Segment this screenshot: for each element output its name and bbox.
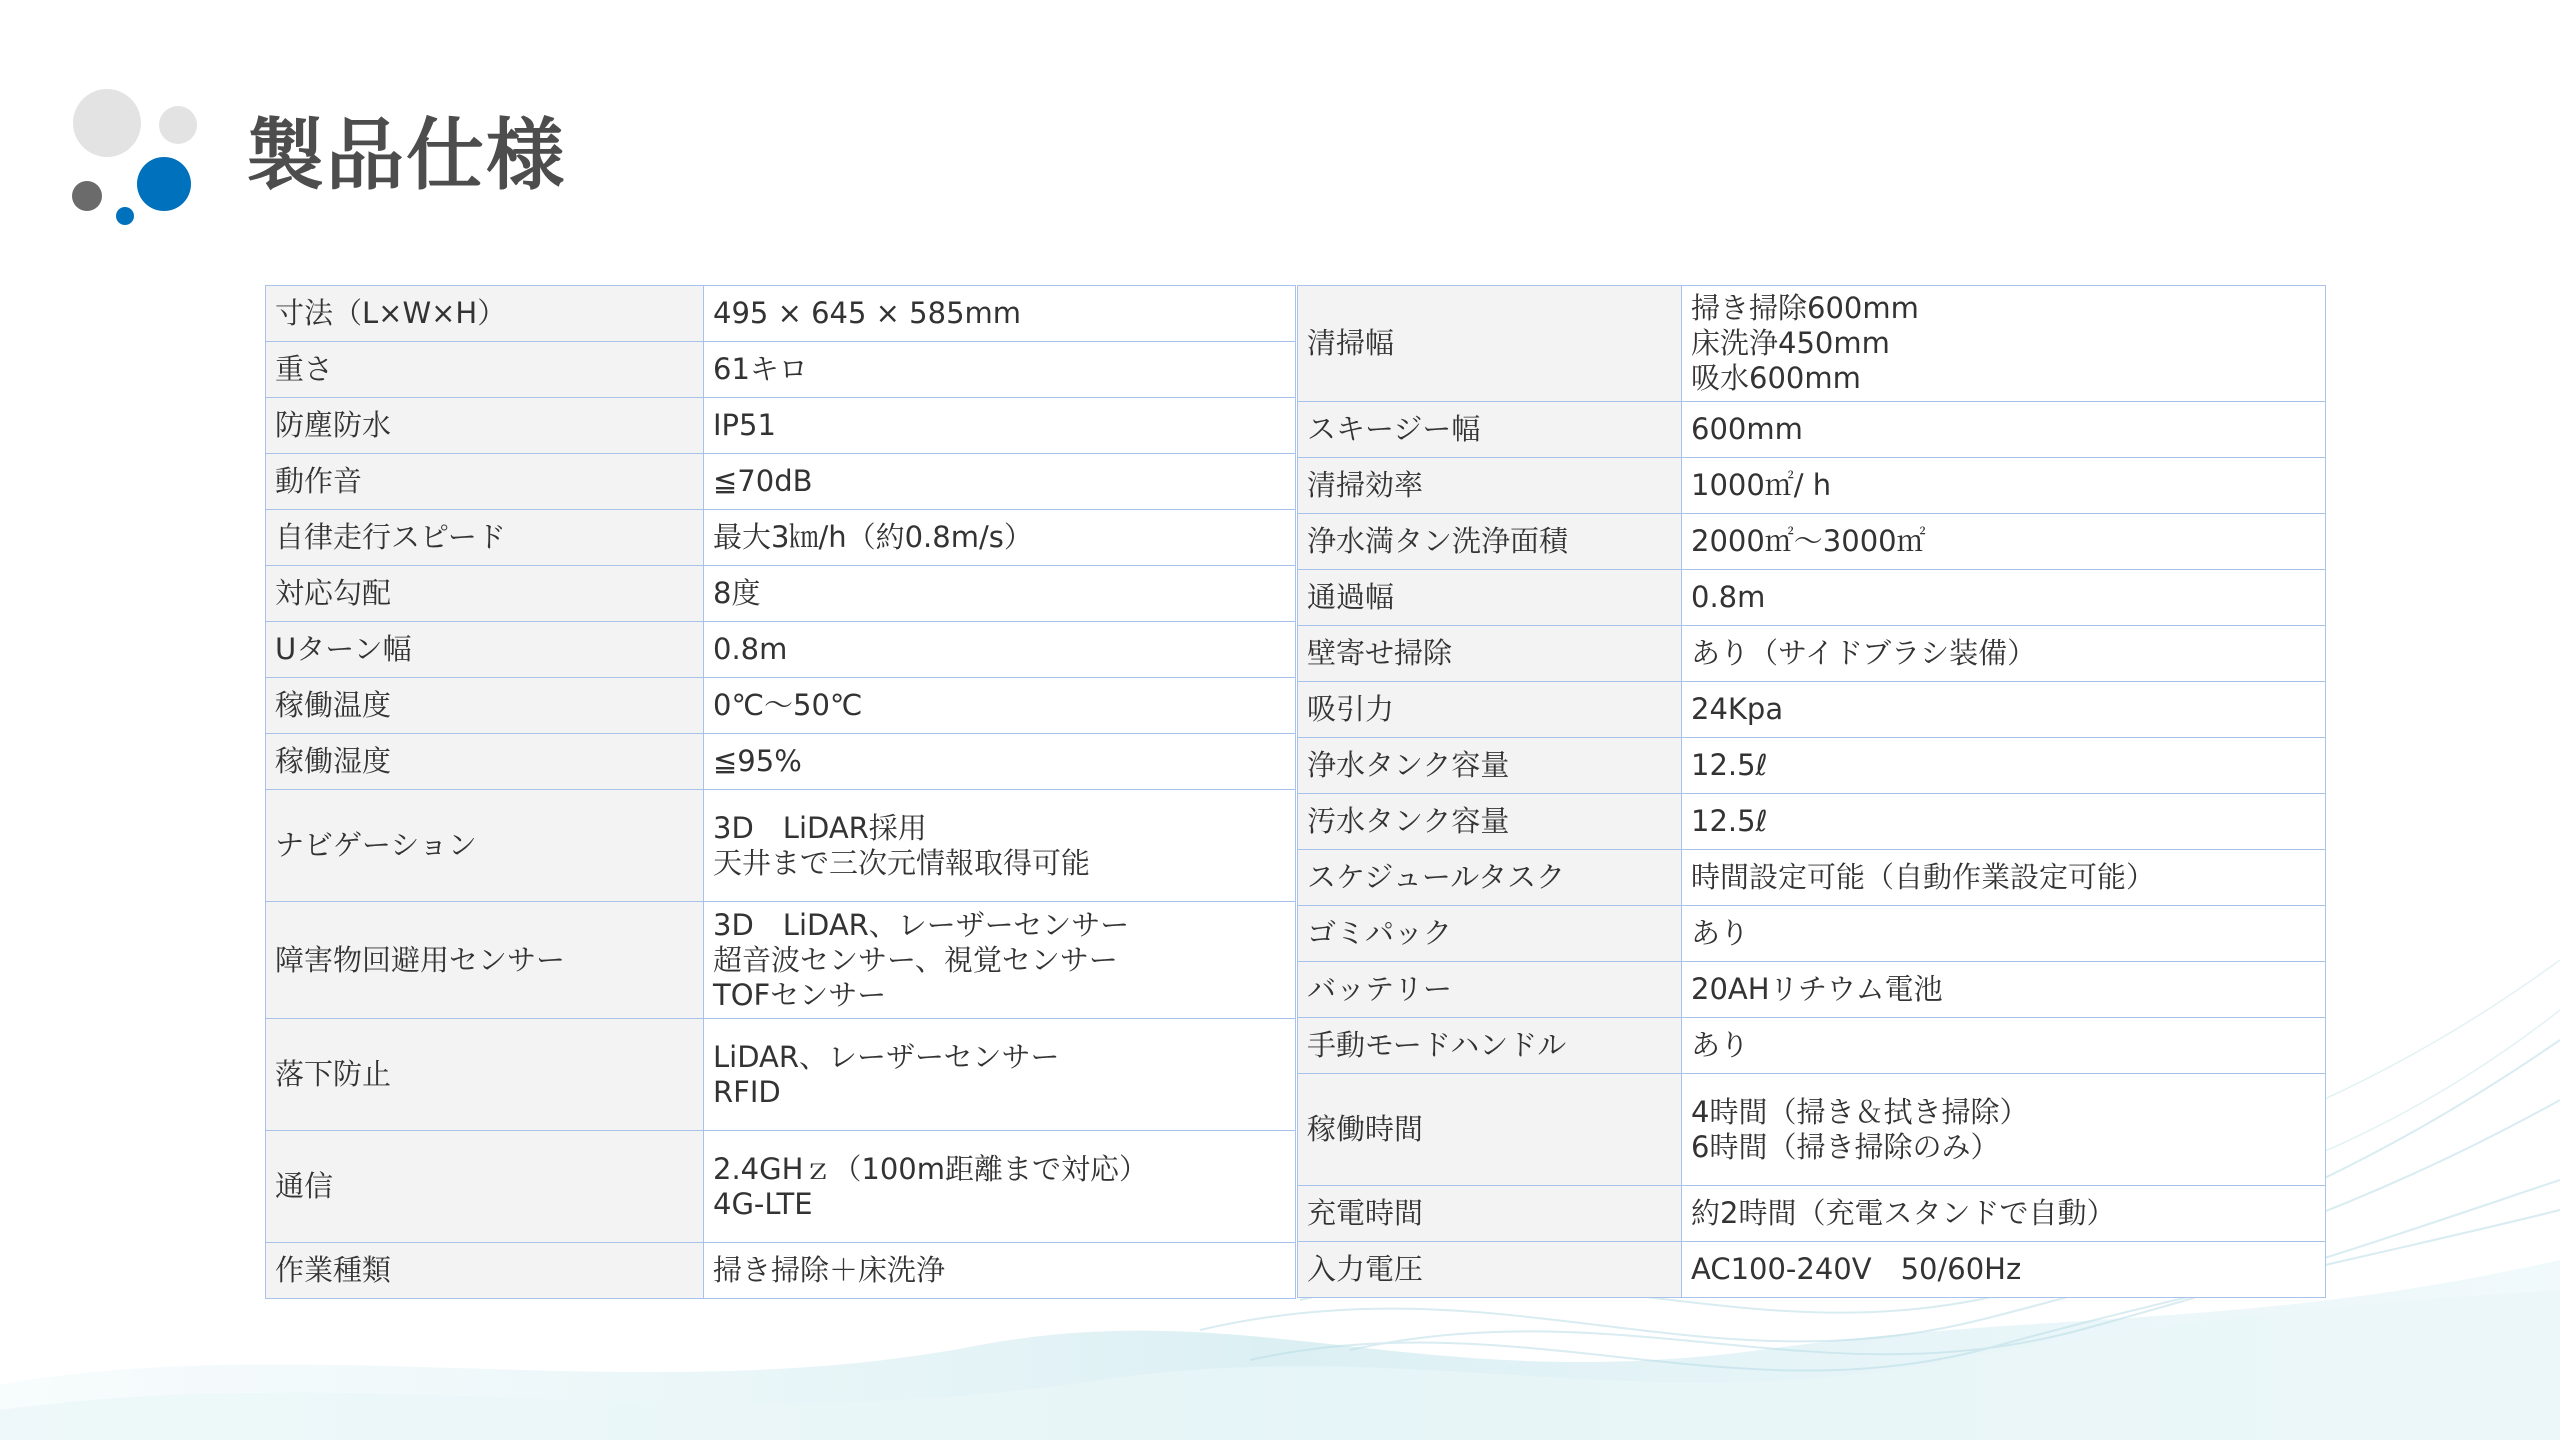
spec-label: 重さ	[266, 342, 704, 398]
spec-row	[1298, 514, 2326, 570]
spec-value: あり	[1682, 1018, 2326, 1074]
spec-row	[1298, 626, 2326, 682]
spec-row	[266, 790, 1296, 902]
spec-label: 汚水タンク容量	[1298, 794, 1682, 850]
page-title: 製品仕様	[246, 111, 567, 201]
spec-value: 最大3㎞/h（約0.8m/s）	[704, 510, 1296, 566]
spec-value: 12.5ℓ	[1682, 794, 2326, 850]
spec-row	[266, 902, 1296, 1019]
spec-value: 約2時間（充電スタンドで自動）	[1682, 1186, 2326, 1242]
spec-value: 495 × 645 × 585mm	[704, 286, 1296, 342]
spec-label: スキージー幅	[1298, 402, 1682, 458]
spec-value: ≦70dB	[704, 454, 1296, 510]
spec-row	[1298, 962, 2326, 1018]
spec-value: あり	[1682, 906, 2326, 962]
spec-value: 0℃～50℃	[704, 678, 1296, 734]
spec-label: 落下防止	[266, 1019, 704, 1131]
spec-value: 0.8m	[704, 622, 1296, 678]
spec-label: 稼働時間	[1298, 1074, 1682, 1186]
spec-row	[266, 342, 1296, 398]
spec-row	[266, 510, 1296, 566]
spec-label: 浄水満タン洗浄面積	[1298, 514, 1682, 570]
spec-row	[1298, 794, 2326, 850]
spec-row	[1298, 286, 2326, 402]
spec-value: 3D LiDAR採用 天井まで三次元情報取得可能	[704, 790, 1296, 902]
spec-row	[1298, 1242, 2326, 1298]
spec-table-left	[265, 285, 1296, 1299]
spec-row	[1298, 850, 2326, 906]
spec-label: 充電時間	[1298, 1186, 1682, 1242]
spec-label: スケジュールタスク	[1298, 850, 1682, 906]
spec-table-right	[1297, 285, 2326, 1298]
spec-label: 吸引力	[1298, 682, 1682, 738]
spec-row	[266, 1243, 1296, 1299]
spec-value: 0.8m	[1682, 570, 2326, 626]
spec-value: 2.4GHｚ（100m距離まで対応） 4G-LTE	[704, 1131, 1296, 1243]
spec-row	[1298, 682, 2326, 738]
spec-label: 障害物回避用センサー	[266, 902, 704, 1019]
spec-row	[1298, 738, 2326, 794]
spec-value: 時間設定可能（自動作業設定可能）	[1682, 850, 2326, 906]
spec-label: 防塵防水	[266, 398, 704, 454]
spec-row	[266, 1019, 1296, 1131]
spec-value: あり（サイドブラシ装備）	[1682, 626, 2326, 682]
spec-label: 動作音	[266, 454, 704, 510]
spec-row	[1298, 1018, 2326, 1074]
spec-label: 入力電圧	[1298, 1242, 1682, 1298]
spec-label: 自律走行スピード	[266, 510, 704, 566]
spec-value: 掃き掃除＋床洗浄	[704, 1243, 1296, 1299]
spec-label: 寸法（L×W×H）	[266, 286, 704, 342]
spec-label: 対応勾配	[266, 566, 704, 622]
brand-dots-logo	[60, 80, 210, 230]
spec-row	[266, 454, 1296, 510]
spec-value: LiDAR、レーザーセンサー RFID	[704, 1019, 1296, 1131]
spec-label: 浄水タンク容量	[1298, 738, 1682, 794]
spec-row	[266, 286, 1296, 342]
spec-value: 1000㎡/ h	[1682, 458, 2326, 514]
spec-value: ≦95%	[704, 734, 1296, 790]
spec-row	[1298, 1186, 2326, 1242]
spec-row	[266, 1131, 1296, 1243]
spec-row	[1298, 1074, 2326, 1186]
spec-label: 壁寄せ掃除	[1298, 626, 1682, 682]
spec-value: AC100-240V 50/60Hz	[1682, 1242, 2326, 1298]
spec-label: ナビゲーション	[266, 790, 704, 902]
spec-row	[1298, 906, 2326, 962]
spec-label: 通信	[266, 1131, 704, 1243]
spec-row	[266, 566, 1296, 622]
spec-value: 3D LiDAR、レーザーセンサー 超音波センサー、視覚センサー TOFセンサー	[704, 902, 1296, 1019]
spec-value: 掃き掃除600mm 床洗浄450mm 吸水600mm	[1682, 286, 2326, 402]
spec-row	[1298, 570, 2326, 626]
spec-label: ゴミパック	[1298, 906, 1682, 962]
spec-row	[266, 622, 1296, 678]
spec-row	[266, 398, 1296, 454]
spec-value: 24Kpa	[1682, 682, 2326, 738]
spec-table-left-body	[266, 286, 1296, 1299]
spec-value: 20AHリチウム電池	[1682, 962, 2326, 1018]
spec-value: 8度	[704, 566, 1296, 622]
spec-row	[1298, 402, 2326, 458]
spec-label: 稼働湿度	[266, 734, 704, 790]
spec-value: 2000㎡～3000㎡	[1682, 514, 2326, 570]
spec-label: Uターン幅	[266, 622, 704, 678]
spec-value: 4時間（掃き＆拭き掃除） 6時間（掃き掃除のみ）	[1682, 1074, 2326, 1186]
spec-label: 稼働温度	[266, 678, 704, 734]
spec-label: 清掃効率	[1298, 458, 1682, 514]
spec-row	[1298, 458, 2326, 514]
spec-label: 清掃幅	[1298, 286, 1682, 402]
spec-value: 600mm	[1682, 402, 2326, 458]
spec-label: 作業種類	[266, 1243, 704, 1299]
spec-label: バッテリー	[1298, 962, 1682, 1018]
spec-value: 61キロ	[704, 342, 1296, 398]
spec-label: 手動モードハンドル	[1298, 1018, 1682, 1074]
spec-row	[266, 734, 1296, 790]
spec-label: 通過幅	[1298, 570, 1682, 626]
spec-table-right-body	[1298, 286, 2326, 1298]
spec-value: 12.5ℓ	[1682, 738, 2326, 794]
spec-row	[266, 678, 1296, 734]
spec-value: IP51	[704, 398, 1296, 454]
